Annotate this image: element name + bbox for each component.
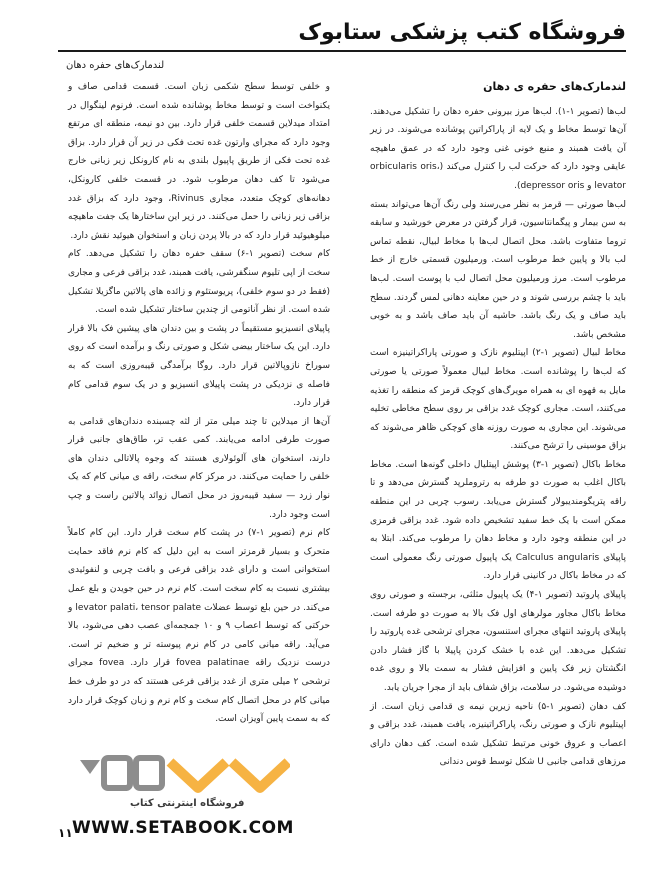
- paragraph-lips-color: لب‌ها صورتی — قرمز به نظر می‌رسند ولی رنگ آن‌ها می‌تواند بسته به سن بیمار و پیگمانتاسیون، قرار گرفتن در معرض خورشید و سابقه تروما متفاوت باشد. محل اتصال لب‌ها با مخاط لبیال، نقطه تماس لب بالا و پایین خط مرطوب است. ورمیلیون قسمتی خارج از خط مرطوب است. مرز ورمیلیون محل اتصال لب با پوست است. لب‌ها باید با چشم بررسی شوند و در حین معاینه دهانی لمس گردند. سطح باید صاف و یک رنگ باشد. حاشیه آن باید صاف باشد و به خوبی مشخص باشد.: [370, 199, 626, 340]
- paragraph-parotid-papilla: پاپیلای پاروتید (تصویر ۱-۴) یک پاپیول مثلثی، برجسته و صورتی روی مخاط باکال مجاور مولرهای اول فک بالا به صورت دو طرفه است. پاپیلای پاروتید انتهای مجرای استنسون، مجرای ترشحی غده پاروتید را تشکیل می‌دهد. این غده با خشک کردن پاپیلا با گاز فشار دادن انگشتان زیر فک پایین و افزایش فشار به سمت بالا و روی غده دوشیده می‌شود. در سلامت، بزاق شفاف باید از مجرا جریان یابد.: [370, 590, 626, 693]
- page-number: ۱۱: [58, 826, 73, 840]
- paragraph-incisive-papilla: پاپیلای انسیزیو مستقیماً در پشت و بین دندان های پیشین فک بالا قرار دارد. این یک ساختار بیضی شکل و صورتی رنگ و برآمده است که روی سوراخ نازوپالاتین قرار دارد. روگا برآمدگی قیبه‌روزی است که به فاصله ی نزدیکی در پشت پاپیلای انسیزیو و در یک سوم قدامی کام قرار دارد.: [68, 323, 330, 409]
- paragraph-soft-palate: کام نرم (تصویر ۱-۷) در پشت کام سخت قرار دارد. این کام کاملاً متحرک و بسیار قرمزتر است به این دلیل که کام نرم فاقد حمایت استخوانی است و دارای غدد بزاقی فرعی و بافت چربی و لنفوئیدی بیشتری نسبت به کام سخت است. کام نرم در حین جویدن و بلع عمل می‌کند. در حین بلع توسط عضلات levator palati، tensor palate و حرکتی که توسط اعصاب ۹ و ۱۰ جمجمه‌ای عصب دهی می‌شود، بالا می‌آید. راقه میانی کامی در کام نرم پیوسته تر و ضخیم تر است. درست نزدیک راقه fovea palatinae قرار دارد. fovea مجرای ترشحی ۲ میلی متری از غدد بزاقی فرعی هستند که در دو طرف خط میانی کام در محل اتصال کام سخت و کام نرم و زبان کوچک قرار دارد که به سمت پایین آویزان است.: [68, 528, 331, 725]
- setabook-logo-icon: [60, 752, 290, 802]
- paragraph-labial-mucosa: مخاط لبیال (تصویر ۱-۲) اپیتلیوم نازک و صورتی پاراکراتینیزه است که لب‌ها را پوشانده است. مخاط لبیال معمولاً صورتی یا صورتی مایل به قهوه ای به همراه مویرگ‌های کوچک قرمز که منطقه را تغذیه می‌کنند، است. مجاری کوچک غدد بزاقی بر روی سطح مخاطی تخلیه می‌شوند. این مجاری به صورت روزنه های کوچکی ظاهر می‌شوند که بزاق موسینی را ترشح می‌کنند.: [370, 348, 626, 452]
- running-header: لندمارک‌های حفره دهان: [66, 60, 165, 71]
- paragraph-hard-palate: کام سخت (تصویر ۱-۶) سقف حفره دهان را تشکیل می‌دهد. کام سخت از اپی تلیوم سنگفرشی، یافت همبند، غدد بزاقی فرعی و مجاری (فقط در دو سوم خلفی)، پریوستئوم و زائده های پالاتین ماگزیلا تشکیل شده است. از نظر آناتومی از چندین ساختار تشکیل شده است.: [68, 249, 330, 316]
- store-title: فروشگاه کتب پزشکی ستابوک: [298, 20, 626, 45]
- right-column: [370, 78, 626, 772]
- paragraph-lips: لب‌ها (تصویر ۱-۱). لب‌ها مرز بیرونی حفره دهان را تشکیل می‌دهند. آن‌ها توسط مخاط و یک لایه از پاراکراتین پوشانده می‌شوند. در زیر آن یافت همبند و منبع خونی غنی وجود دارد که در عمق ماهیچه عایقی وجود دارد که حرکت لب را کنترل می‌کند (orbicularis oris، levator و depressor oris).: [370, 106, 626, 191]
- section-title: لندمارک‌های حفره ی دهان: [483, 80, 626, 93]
- footer-url[interactable]: WWW.SETABOOK.COM: [72, 818, 294, 838]
- header-rule: [58, 50, 626, 52]
- paragraph-buccal-mucosa: مخاط باکال (تصویر ۱-۳) پوشش اپیتلیال داخلی گونه‌ها است. مخاط باکال اغلب به صورت دو طرفه به رتروملرپد گسترش می‌دهد و تا راقه پتریگومندیبولار گسترش می‌یابد. رسوب چربی در این منطقه ممکن است با یک خط سفید تشخیص داده شود. غدد بزاقی قرمزی در این منطقه وجود دارد و مخاط دهان را مرطوب می‌کند. ابتلا به پاپیلای Calculus angularis یک پاپیول صورتی رنگ معمولی است که در مخاط باکال در کانینی قرار دارد.: [370, 459, 626, 582]
- page-header: [58, 18, 626, 71]
- left-column: [68, 78, 330, 729]
- setabook-logo-watermark: [60, 752, 290, 814]
- paragraph-floor-continued: و خلفی توسط سطح شکمی زبان است. قسمت قدامی صاف و یکنواخت است و توسط مخاط پوشانده شده است. فرنوم لینگوال در امتداد میدلاین قسمت خلفی قرار دارد. بین دو نیمه، منطقه ای مرتفع وجود دارد که مجرای وارتون غده تحت فکی در زیر آن قرار دارد. بزاق غده تحت فکی از طریق پاپیول بلندی به نام کارونکل زیر زبانی خارج می‌شود تا کف دهان مرطوب شود. در قسمت خلفی کارونکل، دهانه‌های کوچک متعدد، مجاری Rivinus، وجود دارد که بزاق غدد بزاقی زیر زبانی را حمل می‌کنند. در زیر این ساختارها یک جفت ماهیچه میلوهیوئید قرار دارد که در بالا پردن زبان و استخوان هیوئید نقش دارد.: [68, 82, 330, 241]
- paragraph-palatal-vaults: آن‌ها از میدلاین تا چند میلی متر از لثه چسبنده دندان‌های قدامی به صورت طرفی ادامه می‌یابند. کمی عقب تر، طاق‌های جانبی قرار دارند، استخوان های آلوئولاری هستند که وجوه پالاتالی دندان های خلفی را حمایت می‌کنند. در مرکز کام سخت، راقه ی میانی کام که یک نوار زرد — سفید قیبه‌روز در محل اتصال زوائد پالاتین راست و چپ است وجود دارد.: [68, 416, 330, 520]
- logo-caption: فروشگاه اینترنتی کتاب: [130, 798, 245, 809]
- paragraph-floor-of-mouth: کف دهان (تصویر ۱-۵) ناحیه زیرین نیمه ی قدامی زبان است. از اپیتلیوم نازک و صورتی رنگ، پاراکراتینیزه، یافت همبند، غدد بزاقی و اعصاب و عروق خونی مرتبط تشکیل شده است. کف دهان دارای مرزهای قدامی جانبی U شکل توسط قوس دندانی: [370, 701, 627, 768]
